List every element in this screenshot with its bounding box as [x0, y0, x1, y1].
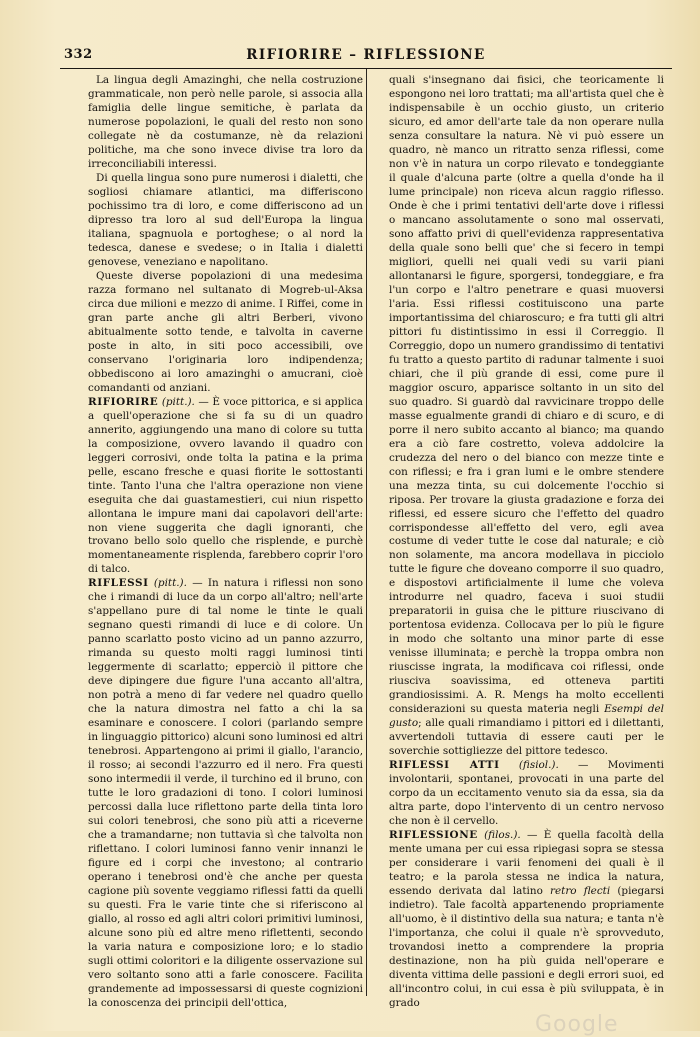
entry-riflessi	[88, 577, 363, 1011]
paragraph-text: ; alle quali rimandiamo i pittori ed i dilettanti, avvertendoli tuttavia di essere cauti per le soverchie sottigliezze del pittore tedesco.	[389, 717, 664, 758]
entry-tag: (filos.).	[484, 829, 521, 842]
entry-rifiorire	[88, 396, 363, 578]
paragraph-continued	[389, 74, 664, 759]
entry-tag: (pitt.).	[153, 577, 187, 590]
book-title: Esempi del gusto	[389, 703, 664, 730]
paragraph: La lingua degli Amazinghi, che nella costruzione grammaticale, non però nelle parole, si associa alla famiglia delle lingue semitiche, è parlata da numerose popolazioni, le quali del resto non sono collegate nè da costumanze, nè da relazioni politiche, ma che sono invece divise tra loro da irreconciliabili interessi.	[88, 74, 363, 170]
page-number: 332	[64, 47, 93, 62]
entry-tag: (pitt.).	[161, 395, 195, 408]
entry-text: — In natura i riflessi non sono che i rimandi di luce da un corpo all'altro; nell'arte s'appellano pure di tal nome le tinte le quali segnano questi rimandi di luce e di colore. Un panno scarlatto posto vicino ad un panno azzurro, rimanda su questo molti raggi luminosi tinti leggermente di scarlatto; epperciò il pittore che deve dipingere due figure l'una accanto all'altra, non potrà a meno di far vedere nel quadro quello che la natura dimostra nel fatto a chi la sa esaminare e conoscere. I colori (parlando sempre in linguaggio pittorico) alcuni sono luminosi ed altri tenebrosi. Appartengono ai primi il giallo, l'arancio, il rosso; ai secondi l'azzurro ed il nero. Fra questi sono intermedii il verde, il turchino ed il bruno, con tutte le loro gradazioni di tono. I colori luminosi percossi dalla luce riflettono parte della tinta loro sui colori tenebrosi, che sono più atti a riceverne che a tramandarne; non tuttavia sì che talvolta non riflettano. I colori luminosi fanno venir innanzi le figure ed i corpi che investono; al contrario operano i tenebrosi ond'è che anche per questa cagione più sovente veggiamo riflessi fatti da quelli su questi. Fra le varie tinte che si riferiscono al giallo, al rosso ed agli altri colori primitivi luminosi, alcune sono più ed altre meno riflettenti, secondo la varia natura e composizione loro; e lo stadio sugli ottimi coloritori e la diligente osservazione sul vero soltanto sono atti a farle conoscere. Facilita grandemente ad impossessarsi di queste cognizioni la conoscenza dei principii dell'ottica,	[88, 577, 363, 1009]
latin-phrase: retro flecti	[550, 885, 611, 898]
entry-headword: RIFLESSI ATTI	[389, 759, 500, 772]
watermark: Google	[535, 1012, 619, 1037]
running-title: RIFIORIRE – RIFLESSIONE	[246, 47, 486, 63]
right-column	[389, 74, 664, 1011]
paragraph: Queste diverse popolazioni di una medesima razza formano nel sultanato di Mogreb-ul-Aksa circa due milioni e mezzo di anime. I Riffei, come in gran parte anche gli altri Berberi, vivono abitualmente sotto tende, e talvolta in caverne poste in alto, in siti poco accessibili, ove conservano l'originaria loro indipendenza; obbediscono ai loro amazinghi o amucrani, cioè comandanti od anziani.	[88, 269, 363, 394]
entry-text: (piegarsi indietro). Tale facoltà appartenendo propriamente all'uomo, è il distintivo della sua natura; e tanta n'è l'importanza, che colui il quale n'è sprovveduto, trovandosi inetto a comprendere la propria destinazione, non ha più guida nell'operare e diventa vittima delle passioni e degli errori suoi, ed all'incontro colui, in cui essa è più sviluppata, è in grado	[389, 885, 665, 1009]
paragraph-text: quali s'insegnano dai fisici, che teoricamente li espongono nei loro trattati; ma all'artista quel che è indispensabile è un occhio giusto, un criterio sicuro, ed amor dell'arte tale da non operare nulla senza consultare la natura. Nè vi può essere un quadro, nè manco un ritratto senza riflessi, come non v'è in natura un corpo rilevato e tondeggiante il quale d'alcuna parte (oltre a quella d'onde ha il lume principale) non riceva alcun raggio riflesso. Onde è che i primi tentativi dell'arte dove i riflessi o mancano assolutamente o sono mal osservati, sono affatto privi di quell'evidenza rappresentativa della quale sono belli que' che si fecero in tempi migliori, quelli nei quali vedi su varii piani allontanarsi le figure, sporgersi, tondeggiare, e fra l'un corpo e l'altro penetrare e quasi muoversi l'aria. Essi riflessi costituiscono una parte importantissima del chiaroscuro; e fra tutti gli altri pittori fu distintissimo in essi il Correggio. Il Correggio, dopo un numero grandissimo di tentativi fu tratto a questo partito di radunar talmente i suoi chiari, che il più grande di essi, come pure il maggior oscuro, apparisce soltanto in un sito del suo quadro. Si guardò dal ravvicinare troppo delle masse egualmente grandi di chiaro e di scuro, e di porre il nero subito accanto al bianco; ma quando era a ciò fare costretto, voleva addolcire la crudezza del nero o del bianco con mezze tinte e con riflessi; e fra i gran lumi e le ombre stendere una mezza tinta, su cui dolcemente l'occhio si riposa. Per trovare la giusta gradazione e forza dei riflessi, ed essere sicuro che l'effetto del quadro corrispondesse all'effetto del vero, egli avea costume di veder tutte le cose dal naturale; e ciò non solamente, ma ancora modellava in picciolo tutte le figure che doveano comporre il suo quadro, e dispostovi artificialmente il lume che voleva introdurre nel quadro, faceva i suoi studii preparatorii in guisa che le pitture riuscivano di portentosa evidenza. Collocava per lo più le figure in modo che soltanto una minor parte di esse venisse illuminata; e perchè la troppa ombra non riuscisse ingrata, la modificava coi riflessi, onde riusciva soavissima, ed otteneva partiti grandiosissimi. A. R. Mengs ha molto eccellenti considerazioni su questa materia negli	[389, 74, 664, 716]
entry-text: — Movimenti involontarii, spontanei, provocati in una parte del corpo da un eccitamento venuto sia da essa, sia da altra parte, dopo l'intervento di un centro nervoso che non è il cervello.	[389, 759, 664, 828]
entry-riflessione	[389, 829, 664, 1011]
entry-headword: RIFIORIRE	[88, 395, 159, 408]
column-divider	[366, 69, 367, 996]
paragraph: Di quella lingua sono pure numerosi i dialetti, che sogliosi chiamare atlantici, ma differiscono pochissimo tra di loro, e come differiscono ad un dipresso tra loro al sud dell'Europa la lingua italiana, spagnuola e portoghese; o al nord la tedesca, danese e svedese; o in Italia i dialetti genovese, veneziano e napolitano.	[88, 171, 363, 268]
left-column	[88, 74, 363, 1011]
page-header	[64, 44, 668, 66]
entry-text: — È quella facoltà della mente umana per cui essa ripiegasi sopra se stessa per considerare i varii fenomeni dei quali è il teatro; e la parola stessa ne indica la natura, essendo derivata dal latino	[389, 829, 664, 898]
entry-riflessi-atti	[389, 759, 664, 829]
entry-tag: (fisiol.).	[518, 759, 559, 772]
entry-text: — È voce pittorica, e si applica a quell'operazione che si fa su di un quadro annerito, aggiungendo una mano di colore su tutta la composizione, ovvero lavando il quadro con leggeri corrosivi, onde tolta la patina e la prima pelle, escano fresche e quasi fiorite le sottostanti tinte. Tanto l'una che l'altra operazione non viene eseguita che dai guastamestieri, cui niun rispetto allontana le impure mani dai capolavori dell'arte: non viene suggerita che dagli ignoranti, che trovano bello solo quello che risplende, e purchè momentaneamente risplenda, farebbero coprir l'oro di talco.	[88, 395, 363, 576]
entry-headword: RIFLESSI	[88, 577, 149, 590]
entry-headword: RIFLESSIONE	[389, 829, 478, 842]
